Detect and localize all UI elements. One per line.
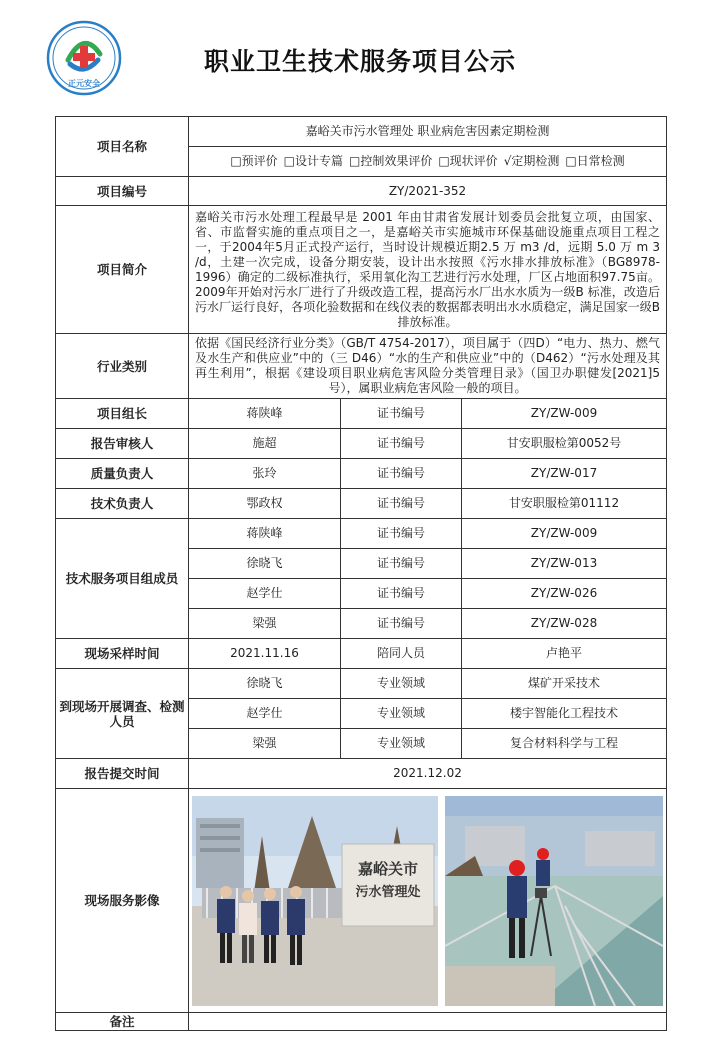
project-no-label: 项目编号 [56, 177, 189, 206]
survey-person-name: 赵学仕 [189, 699, 341, 729]
sign-text-2: 污水管理处 [355, 884, 421, 900]
option-pre-evaluation: □预评价 [230, 154, 278, 168]
field-label: 专业领域 [341, 669, 462, 699]
cert-label: 证书编号 [341, 549, 462, 579]
quality-label: 质量负责人 [56, 459, 189, 489]
team-member-name: 蒋陕峰 [189, 519, 341, 549]
technical-label: 技术负责人 [56, 489, 189, 519]
cert-label: 证书编号 [341, 399, 462, 429]
option-periodic-detection: √定期检测 [503, 154, 560, 168]
photos-label: 现场服务影像 [56, 789, 189, 1013]
cert-label: 证书编号 [341, 459, 462, 489]
team-member-cert: ZY/ZW-028 [462, 609, 667, 639]
team-label: 技术服务项目组成员 [56, 519, 189, 639]
survey-person-field: 楼宇智能化工程技术 [462, 699, 667, 729]
sampling-label: 现场采样时间 [56, 639, 189, 669]
survey-person-field: 复合材料科学与工程 [462, 729, 667, 759]
remark-value [189, 1013, 667, 1031]
project-name-value: 嘉峪关市污水管理处 职业病危害因素定期检测 [189, 117, 667, 147]
submit-date: 2021.12.02 [189, 759, 667, 789]
survey-person-name: 徐晓飞 [189, 669, 341, 699]
team-member-name: 徐晓飞 [189, 549, 341, 579]
team-member-name: 赵学仕 [189, 579, 341, 609]
option-design: □设计专篇 [283, 154, 343, 168]
cert-label: 证书编号 [341, 579, 462, 609]
intro-value: 嘉峪关市污水处理工程最早是 2001 年由甘肃省发展计划委员会批复立项，由国家、省、市监督实施的重点项目之一，是嘉峪关市实施城市环保基础设施重点项目工程之一，于2004年5月正式投产运行，当时设计规模近期2.5 万 m3 /d，远期 5.0 万 m 3 /d，土建一次完成，设备分期安装，设计出水按照《污水排水排放标准》（BG8978-1996）确定的二级标准执行，采用氧化沟工艺进行污水处理，厂区占地面积97.75亩。2009年开始对污水厂进行了升级改造工程，提高污水厂出水水质为一级B 标准，改造后污水厂运行良好，各项化验数据和在线仪表的数据都表明出水水质稳定，满足国家一级B排放标准。 [189, 206, 667, 334]
option-control-effect: □控制效果评价 [349, 154, 433, 168]
announcement-table [55, 116, 667, 1031]
leader-name: 蒋陕峰 [189, 399, 341, 429]
survey-person-field: 煤矿开采技术 [462, 669, 667, 699]
survey-person-name: 梁强 [189, 729, 341, 759]
evaluation-type-options [189, 147, 667, 177]
cert-label: 证书编号 [341, 609, 462, 639]
option-status: □现状评价 [438, 154, 498, 168]
reviewer-label: 报告审核人 [56, 429, 189, 459]
remark-label: 备注 [56, 1013, 189, 1031]
team-member-name: 梁强 [189, 609, 341, 639]
leader-label: 项目组长 [56, 399, 189, 429]
page-title: 职业卫生技术服务项目公示 [203, 47, 516, 76]
team-member-cert: ZY/ZW-013 [462, 549, 667, 579]
survey-label: 到现场开展调查、检测人员 [56, 669, 189, 759]
field-label: 专业领域 [341, 729, 462, 759]
technical-cert: 甘安职服检第01112 [462, 489, 667, 519]
cert-label: 证书编号 [341, 519, 462, 549]
option-daily-detection: □日常检测 [565, 154, 625, 168]
team-member-cert: ZY/ZW-026 [462, 579, 667, 609]
quality-cert: ZY/ZW-017 [462, 459, 667, 489]
quality-name: 张玲 [189, 459, 341, 489]
site-photo-sampling [445, 796, 663, 1006]
intro-label: 项目简介 [56, 206, 189, 334]
cert-label: 证书编号 [341, 489, 462, 519]
cert-label: 证书编号 [341, 429, 462, 459]
sign-text-1: 嘉峪关市 [357, 859, 419, 878]
industry-value: 依据《国民经济行业分类》（GB/T 4754-2017），项目属于（四D）“电力、热力、燃气及水生产和供应业”中的（三 D46）“水的生产和供应业”中的（D462）“污水处理及其再生利用”，根据《建设项目职业病危害风险分类管理目录》（国卫办职健发[2021]5号），属职业病危害风险一般的项目。 [189, 334, 667, 399]
escort-label: 陪同人员 [341, 639, 462, 669]
site-photo-entrance [192, 796, 438, 1006]
field-label: 专业领域 [341, 699, 462, 729]
reviewer-cert: 甘安职服检第0052号 [462, 429, 667, 459]
leader-cert: ZY/ZW-009 [462, 399, 667, 429]
submit-label: 报告提交时间 [56, 759, 189, 789]
sampling-date: 2021.11.16 [189, 639, 341, 669]
project-no-value: ZY/2021-352 [189, 177, 667, 206]
logo-text: 正元安全 [68, 79, 100, 88]
technical-name: 鄂政权 [189, 489, 341, 519]
industry-label: 行业类别 [56, 334, 189, 399]
reviewer-name: 施超 [189, 429, 341, 459]
escort-name: 卢艳平 [462, 639, 667, 669]
team-member-cert: ZY/ZW-009 [462, 519, 667, 549]
project-name-label: 项目名称 [56, 117, 189, 177]
